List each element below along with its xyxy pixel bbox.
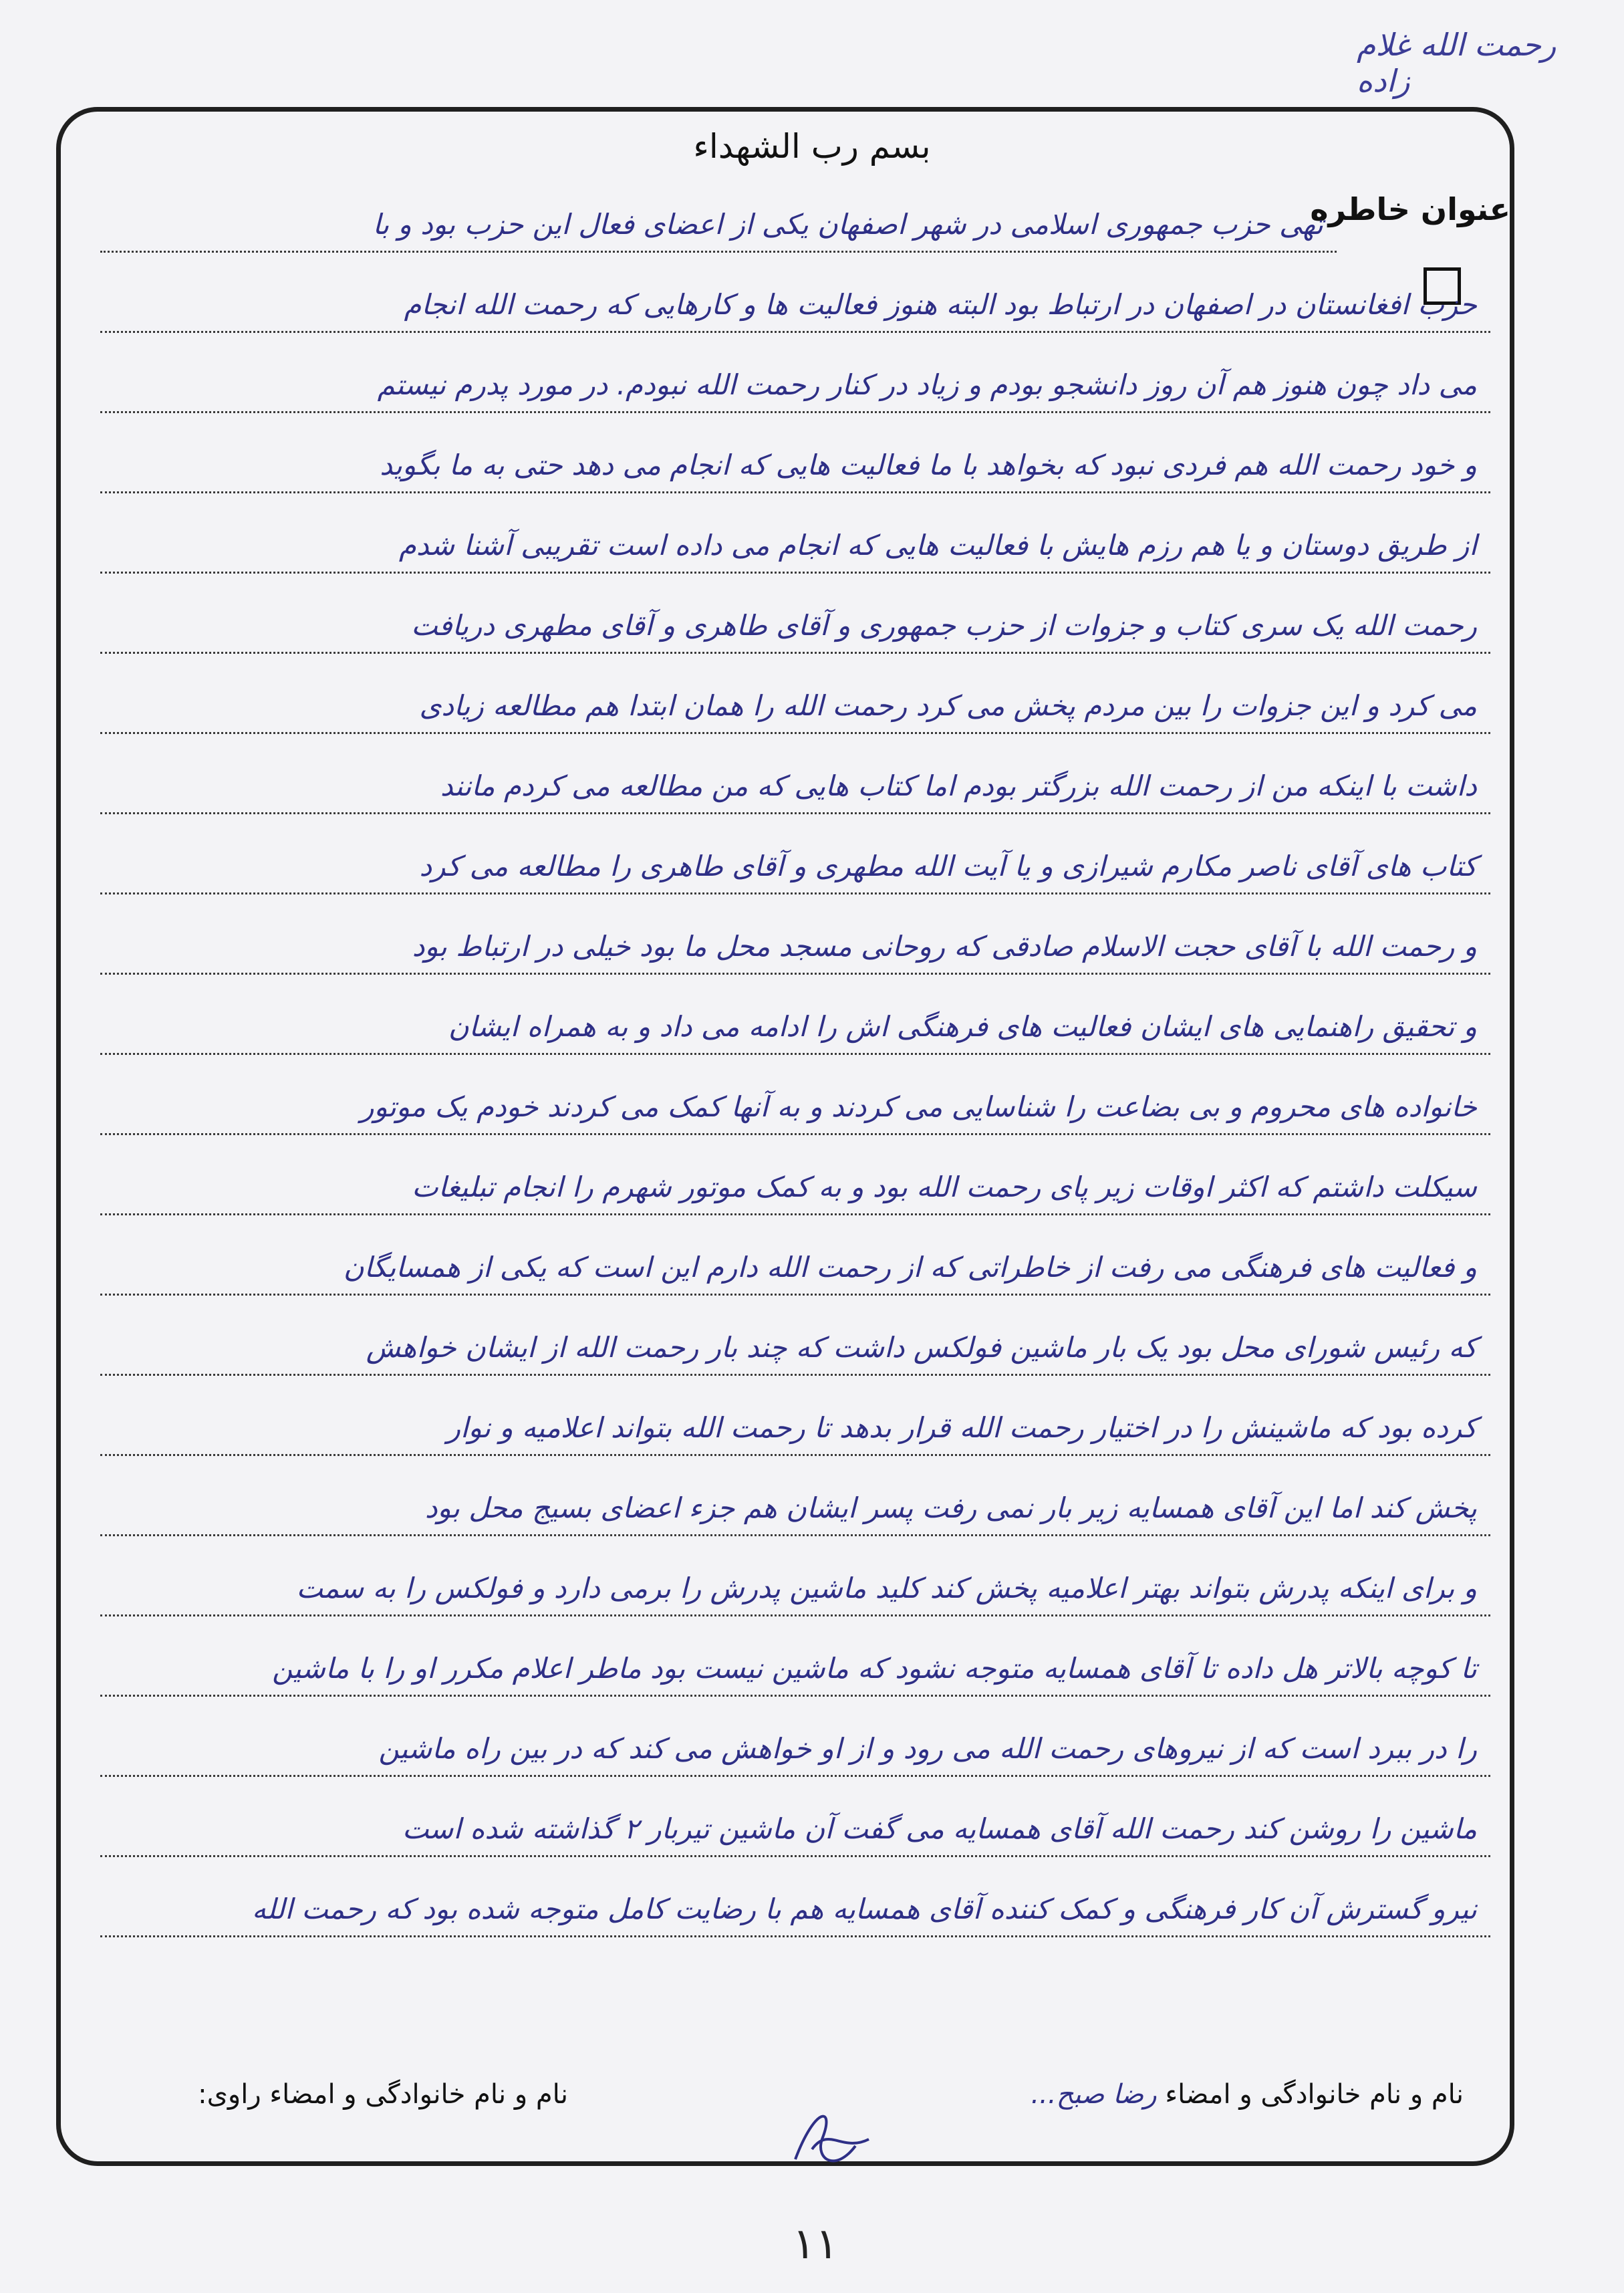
body-line: را در ببرد است که از نیروهای رحمت الله می رود و از او خواهش می کند که در بین راه ماشین xyxy=(100,1725,1490,1777)
body-line: سیکلت داشتم که اکثر اوقات زیر پای رحمت الله بود و به کمک موتور شهرم را انجام تبلیغات xyxy=(100,1163,1490,1215)
body-line: می داد چون هنوز هم آن روز دانشجو بودم و زیاد در کنار رحمت الله نبودم. در مورد پدرم نیستم xyxy=(100,361,1490,413)
body-line: پخش کند اما این آقای همسایه زیر بار نمی رفت پسر ایشان هم جزء اعضای بسیج محل بود xyxy=(100,1484,1490,1536)
body-line: از طریق دوستان و یا هم رزم هایش با فعالیت هایی که انجام می داده است تقریبی آشنا شدم xyxy=(100,521,1490,574)
body-line: داشت با اینکه من از رحمت الله بزرگتر بودم اما کتاب هایی که من مطالعه می کردم مانند xyxy=(100,762,1490,814)
body-line: ماشین را روشن کند رحمت الله آقای همسایه می گفت آن ماشین تیربار ۲ گذاشته شده است xyxy=(100,1805,1490,1857)
body-line: و فعالیت های فرهنگی می رفت از خاطراتی که از رحمت الله دارم این است که یکی از همسایگان xyxy=(100,1243,1490,1296)
body-line: تهی حزب جمهوری اسلامی در شهر اصفهان یکی از اعضای فعال این حزب بود و با xyxy=(100,201,1337,253)
body-line: حزب افغانستان در اصفهان در ارتباط بود البته هنوز فعالیت ها و کارهایی که رحمت الله انجام xyxy=(100,281,1490,333)
narrator-signature-field xyxy=(198,2079,568,2110)
body-line: که رئیس شورای محل بود یک بار ماشین فولکس داشت که چند بار رحمت الله از ایشان خواهش xyxy=(100,1324,1490,1376)
body-line: و خود رحمت الله هم فردی نبود که بخواهد با ما فعالیت هایی که انجام می دهد حتی به ما بگوید xyxy=(100,441,1490,493)
body-line: خانواده های محروم و بی بضاعت را شناسایی می کردند و به آنها کمک می کردند خودم یک موتور xyxy=(100,1083,1490,1135)
page-number: ۱۱ xyxy=(792,2219,839,2269)
body-line: و تحقیق راهنمایی های ایشان فعالیت های فرهنگی اش را ادامه می داد و به همراه ایشان xyxy=(100,1003,1490,1055)
body-line: نیرو گسترش آن کار فرهنگی و کمک کننده آقای همسایه هم با رضایت کامل متوجه شده بود که رحمت الله xyxy=(100,1885,1490,1937)
body-line: کرده بود که ماشینش را در اختیار رحمت الله قرار بدهد تا رحمت الله بتواند اعلامیه و نوار xyxy=(100,1404,1490,1456)
signature-mark xyxy=(775,2099,882,2186)
recorder-name: رضا صبح... xyxy=(1031,2079,1157,2110)
body-line: و برای اینکه پدرش بتواند بهتر اعلامیه پخش کند کلید ماشین پدرش را برمی دارد و فولکس را به سمت xyxy=(100,1564,1490,1616)
page-title: بسم رب الشهداء xyxy=(693,127,931,166)
recorder-label: نام و نام خانوادگی و امضاء xyxy=(1165,2079,1464,2110)
body-line: می کرد و این جزوات را بین مردم پخش می کرد رحمت الله را همان ابتدا هم مطالعه زیادی xyxy=(100,682,1490,734)
handwritten-body xyxy=(100,0,1490,2293)
body-line: کتاب های آقای ناصر مکارم شیرازی و یا آیت الله مطهری و آقای طاهری را مطالعه می کرد xyxy=(100,842,1490,894)
top-handwritten-note: رحمت الله غلام زاده xyxy=(1357,27,1557,99)
body-line: تا کوچه بالاتر هل داده تا آقای همسایه متوجه نشود که ماشین نیست بود ماطر اعلام مکرر او را با ماشین xyxy=(100,1645,1490,1697)
narrator-label: نام و نام خانوادگی و امضاء راوی: xyxy=(198,2079,568,2110)
body-line: رحمت الله یک سری کتاب و جزوات از حزب جمهوری و آقای طاهری و آقای مطهری دریافت xyxy=(100,602,1490,654)
recorder-signature-field xyxy=(1031,2079,1464,2110)
memory-title-label: عنوان خاطره xyxy=(1310,191,1510,227)
body-line: و رحمت الله با آقای حجت الاسلام صادقی که روحانی مسجد محل ما بود خیلی در ارتباط بود xyxy=(100,923,1490,975)
